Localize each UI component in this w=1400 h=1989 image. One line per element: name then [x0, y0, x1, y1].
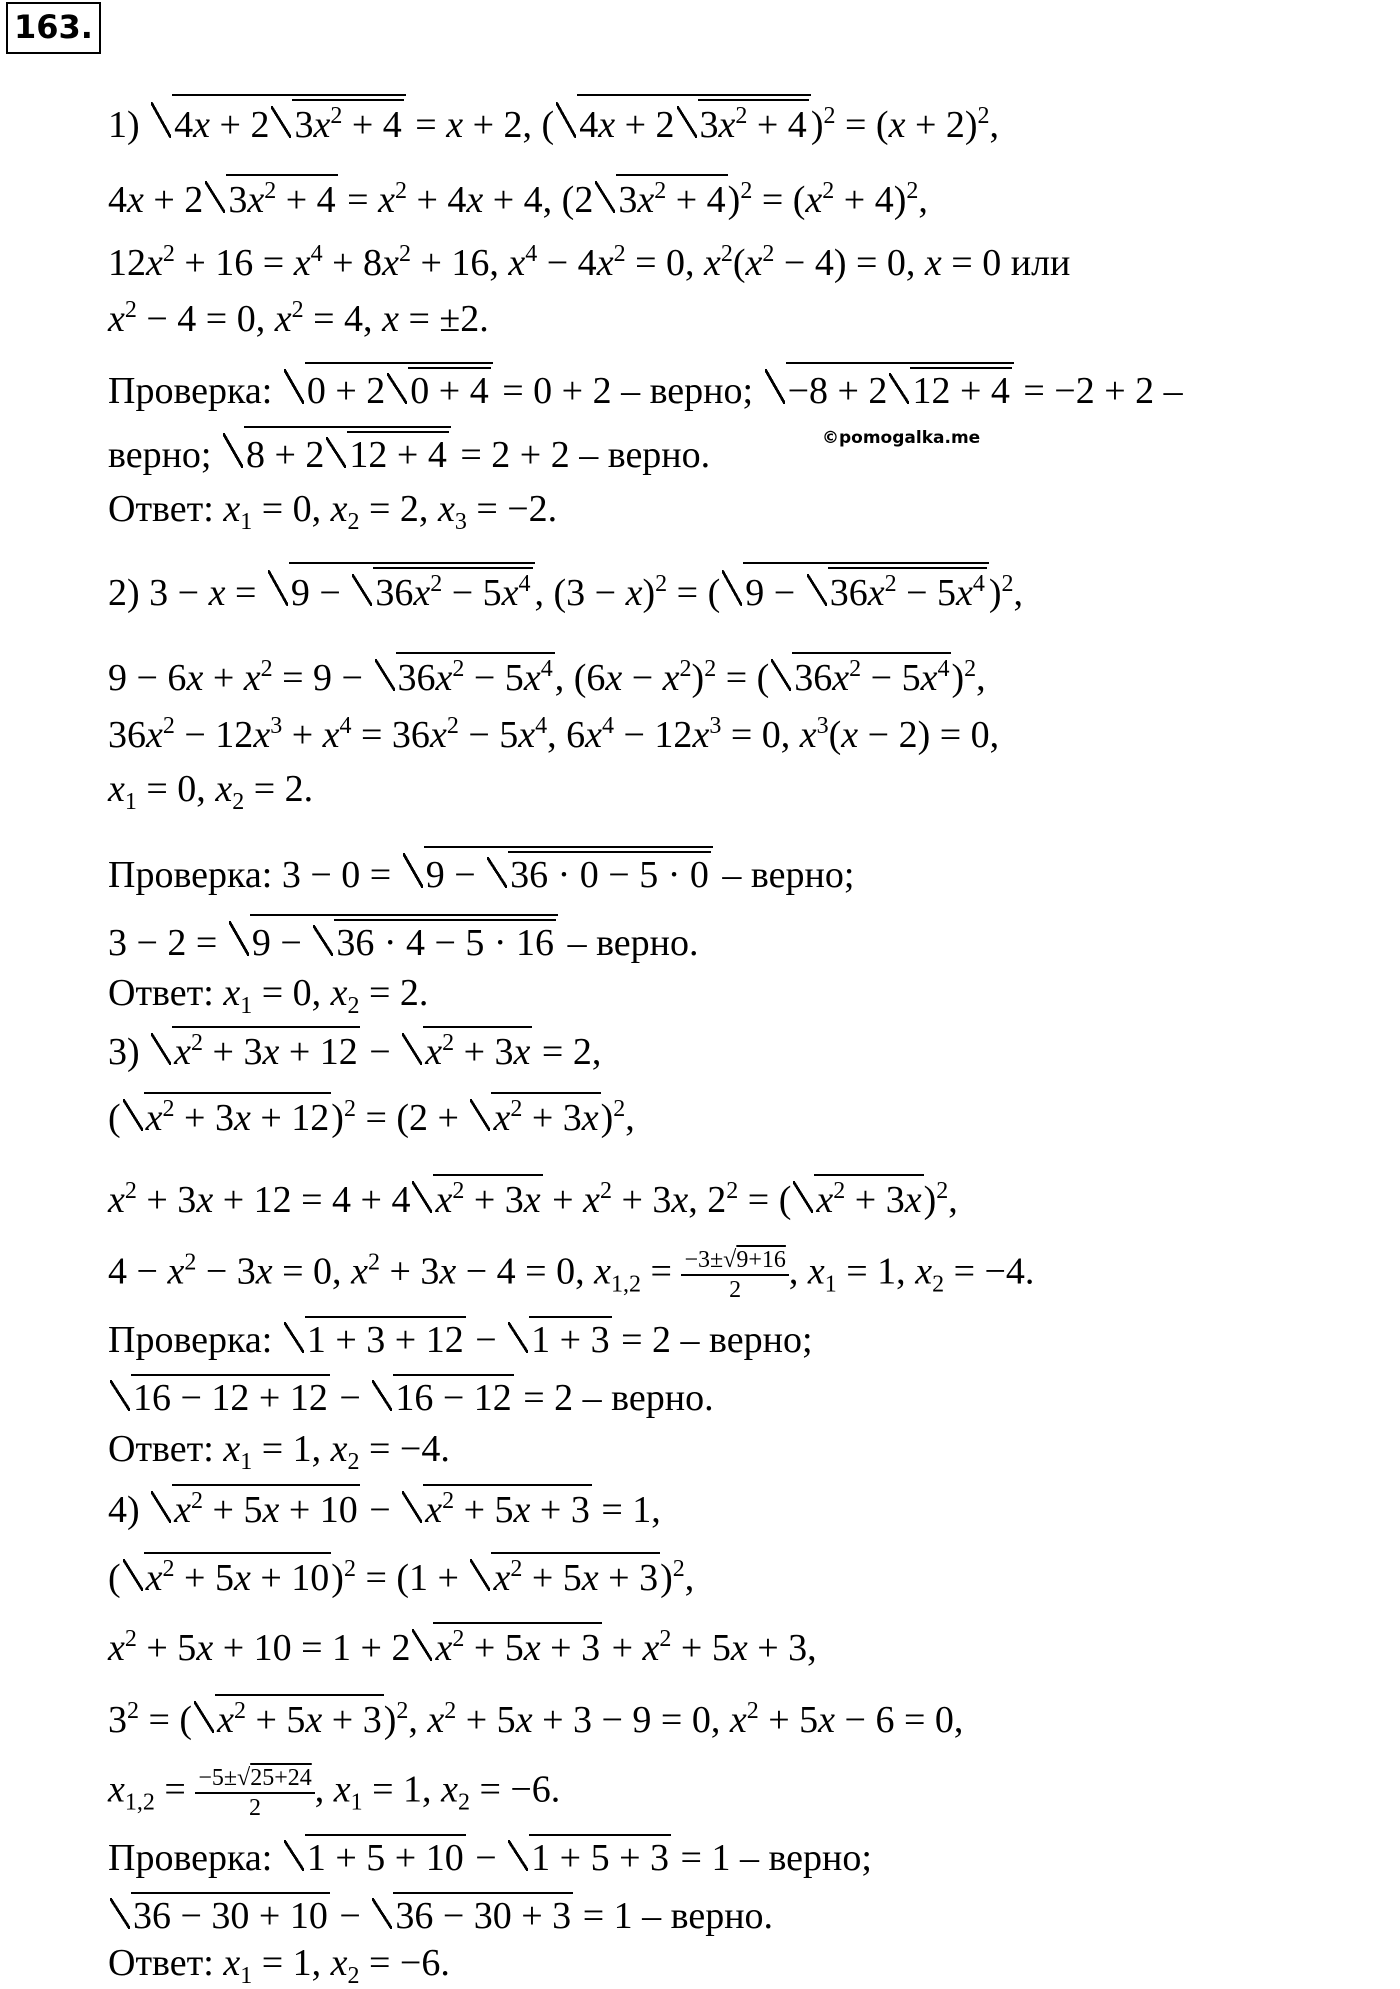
- problem-number: 163.: [6, 2, 101, 54]
- solution-line: 4x + 2 $3x^2 + 4 = x^2 + 4x + 4$, (2 $3x^2 + 4)^2 = (x^2 + 4)^2$,: [108, 174, 928, 219]
- solution-line: 3) $x^2 + 3x + 12 - x^2 + 3x = 2$,: [108, 1026, 601, 1071]
- answer-line: Ответ: $x_1 = 1$, $x_2 = -6$.: [108, 1942, 450, 1989]
- watermark: ©pomogalka.me: [822, 428, 981, 448]
- answer-line: Ответ: $x_1 = 1$, $x_2 = -4$.: [108, 1428, 450, 1475]
- solution-line: $x^2 + 3x + 12 = 4 + 4$ $x^2 + 3x + x^2 + 3x$, $2^2$ = ( $x^2 + 3x)^2$,: [108, 1174, 958, 1219]
- check-line: 16 − 12 + 12 − 16 − 12 = 2 – верно.: [108, 1374, 714, 1417]
- solution-line: $4 - x^2 - 3x = 0$, $x^2 + 3x - 4 = 0$, $x_{1,2}$ = $\frac{-3\pm√9+16}{2}$ , $x_1 = 1$, $x_2 = -4$.: [108, 1247, 1035, 1303]
- solution-line: 2) $3 - x = 9 - 36x^2 - 5x^4$ , $(3 - x)^2$ = ( $9 - 36x^2 - 5x^4$ )$^2$,: [108, 562, 1023, 612]
- check-line: Проверка: 1 + 3 + 12 − 1 + 3 = 2 – верно;: [108, 1316, 813, 1359]
- check-line: Проверка: 0 + 2 0 + 4 = 0 + 2 – верно; −8 + 2 12 + 4 = −2 + 2 –: [108, 362, 1183, 410]
- check-line: Проверка: 1 + 5 + 10 − 1 + 5 + 3 = 1 – верно;: [108, 1834, 872, 1877]
- check-line: 3 − 2 = 9 − 36 · 4 − 5 · 16 – верно.: [108, 914, 698, 962]
- solution-line: ( $x^2 + 3x + 12)^2 = (2 + x^2 + 3x)^2$,: [108, 1092, 635, 1137]
- solution-line: $x_{1,2}$ = $\frac{-5\pm√25+24}{2}$ , $x_1 = 1$, $x_2 = -6$.: [108, 1765, 561, 1821]
- answer-line: Ответ: $x_1 = 0$, $x_2 = 2$.: [108, 972, 429, 1019]
- answer-line: Ответ: $x_1 = 0$, $x_2 = 2$, $x_3 = -2$.: [108, 488, 558, 535]
- check-line: верно; 8 + 2 12 + 4 = 2 + 2 – верно.: [108, 426, 710, 474]
- check-line: 36 − 30 + 10 − 36 − 30 + 3 = 1 – верно.: [108, 1892, 773, 1935]
- solution-line: $x_1 = 0$, $x_2 = 2$.: [108, 768, 314, 815]
- solution-line: $x^2 - 4 = 0$, $x^2 = 4$, x = ±2.: [108, 297, 489, 340]
- solution-line: $9 - 6x + x^2 = 9 - 36x^2 - 5x^4$, $(6x - x^2)^2$ = ( $36x^2 - 5x^4)^2$,: [108, 652, 986, 697]
- solution-line: 4) $x^2 + 5x + 10 - x^2 + 5x + 3 = 1$,: [108, 1484, 661, 1529]
- solution-line: 1) 4x + 2 $3x^2 + 4 = x + 2$, ( 4x + 2 $3x^2 + 4$ )$^2 = (x + 2)^2$,: [108, 94, 999, 144]
- solution-line: ( $x^2 + 5x + 10)^2 = (1 + x^2 + 5x + 3)^2$,: [108, 1552, 694, 1597]
- check-line: Проверка: 3 − 0 = 9 − 36 · 0 − 5 · 0 – верно;: [108, 846, 854, 894]
- solution-line: $36x^2 - 12x^3 + x^4 = 36x^2 - 5x^4$, $6x^4 - 12x^3 = 0$, $x^3(x - 2) = 0$,: [108, 713, 1000, 756]
- solution-line: $x^2 + 5x + 10 = 1 + 2$ $x^2 + 5x + 3 + x^2 + 5x + 3$,: [108, 1622, 817, 1667]
- solution-line: $3^2$ = ( $x^2 + 5x + 3)^2$, $x^2 + 5x + 3 - 9 = 0$, $x^2 + 5x - 6 = 0$,: [108, 1694, 963, 1739]
- solution-line: $12x^2 + 16 = x^4 + 8x^2 + 16$, $x^4 - 4x^2 = 0$, $x^2(x^2 - 4) = 0$, x = 0 или: [108, 241, 1071, 284]
